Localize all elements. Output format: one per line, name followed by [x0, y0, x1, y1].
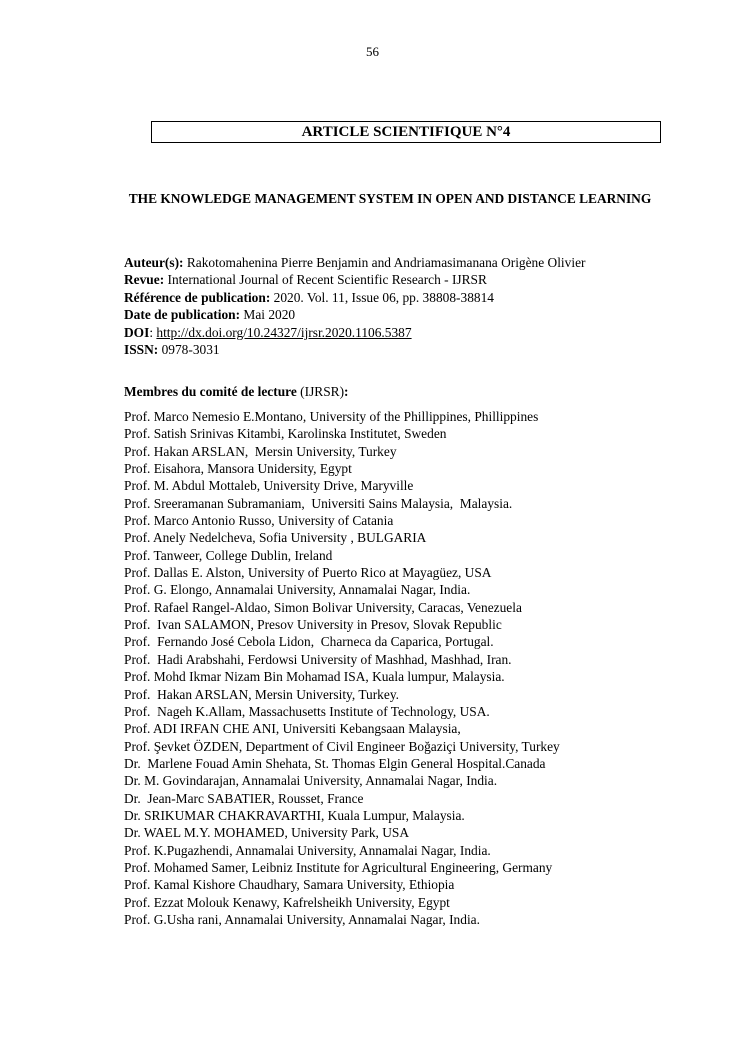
date-value: Mai 2020	[240, 307, 296, 323]
committee-member: Prof. K.Pugazhendi, Annamalai University, Annamalai Nagar, India.	[124, 842, 491, 858]
page-number: 56	[366, 44, 379, 59]
publication-metadata	[124, 254, 684, 358]
committee-member: Prof. ADI IRFAN CHE ANI, Universiti Kebangsaan Malaysia,	[124, 721, 461, 737]
committee-member: Dr. Jean-Marc SABATIER, Rousset, France	[124, 790, 364, 806]
committee-heading-colon: :	[344, 384, 349, 399]
reference-line	[124, 289, 684, 306]
journal-line	[124, 271, 684, 288]
authors-value: Rakotomahenina Pierre Benjamin and Andriamasimanana Origène Olivier	[183, 255, 586, 270]
doi-line	[124, 324, 684, 341]
committee-member: Prof. Anely Nedelcheva, Sofia University , BULGARIA	[124, 530, 427, 546]
committee-members-list	[124, 408, 724, 928]
journal-value: International Journal of Recent Scientific Research - IJRSR	[164, 272, 487, 288]
committee-member: Prof. Kamal Kishore Chaudhary, Samara University, Ethiopia	[124, 877, 455, 893]
committee-heading-journal: (IJRSR)	[296, 384, 345, 399]
committee-heading	[124, 383, 349, 400]
issn-line	[124, 341, 684, 358]
authors-line	[124, 254, 684, 271]
doi-separator: :	[149, 324, 157, 340]
committee-member: Prof. Ezzat Molouk Kenawy, Kafrelsheikh University, Egypt	[124, 894, 450, 910]
committee-member: Dr. M. Govindarajan, Annamalai University, Annamalai Nagar, India.	[124, 773, 498, 789]
authors-label: Auteur(s):	[124, 255, 184, 270]
committee-member: Dr. WAEL M.Y. MOHAMED, University Park, USA	[124, 825, 410, 841]
committee-member: Prof. Fernando José Cebola Lidon, Charneca da Caparica, Portugal.	[124, 634, 494, 650]
committee-member: Dr. Marlene Fouad Amin Shehata, St. Thomas Elgin General Hospital.Canada	[124, 755, 546, 771]
committee-member: Prof. Hadi Arabshahi, Ferdowsi University of Mashhad, Mashhad, Iran.	[124, 651, 512, 667]
committee-member: Prof. G. Elongo, Annamalai University, Annamalai Nagar, India.	[124, 582, 471, 598]
issn-label: ISSN:	[124, 342, 159, 358]
doi-label: DOI	[124, 324, 150, 340]
committee-member: Prof. Dallas E. Alston, University of Puerto Rico at Mayagüez, USA	[124, 565, 492, 581]
date-label: Date de publication:	[124, 307, 241, 323]
committee-member: Prof. Mohd Ikmar Nizam Bin Mohamad ISA, Kuala lumpur, Malaysia.	[124, 669, 505, 685]
committee-member: Prof. Ivan SALAMON, Presov University in Presov, Slovak Republic	[124, 617, 502, 633]
committee-member: Prof. Nageh K.Allam, Massachusetts Institute of Technology, USA.	[124, 703, 490, 719]
committee-member: Prof. Marco Nemesio E.Montano, University of the Phillippines, Phillippines	[124, 409, 539, 424]
committee-member: Prof. Satish Srinivas Kitambi, Karolinska Institutet, Sweden	[124, 426, 447, 442]
committee-member: Prof. Tanweer, College Dublin, Ireland	[124, 547, 333, 563]
committee-member: Prof. Şevket ÖZDEN, Department of Civil Engineer Boğaziçi University, Turkey	[124, 738, 560, 754]
reference-value: 2020. Vol. 11, Issue 06, pp. 38808-38814	[270, 289, 494, 305]
article-heading: ARTICLE SCIENTIFIQUE N°4	[151, 121, 661, 143]
issn-value: 0978-3031	[158, 342, 220, 358]
reference-label: Référence de publication:	[124, 289, 271, 305]
committee-member: Prof. G.Usha rani, Annamalai University, Annamalai Nagar, India.	[124, 911, 480, 927]
committee-member: Prof. Hakan ARSLAN, Mersin University, Turkey	[124, 443, 397, 459]
committee-member: Prof. Sreeramanan Subramaniam, Universiti Sains Malaysia, Malaysia.	[124, 495, 513, 511]
journal-label: Revue:	[124, 272, 165, 288]
committee-member: Prof. Marco Antonio Russo, University of Catania	[124, 513, 394, 529]
committee-member: Dr. SRIKUMAR CHAKRAVARTHI, Kuala Lumpur, Malaysia.	[124, 807, 465, 823]
committee-member: Prof. Hakan ARSLAN, Mersin University, Turkey.	[124, 686, 399, 702]
committee-member: Prof. M. Abdul Mottaleb, University Drive, Maryville	[124, 478, 414, 494]
paper-title: THE KNOWLEDGE MANAGEMENT SYSTEM IN OPEN AND DISTANCE LEARNING	[128, 191, 652, 206]
committee-member: Prof. Mohamed Samer, Leibniz Institute for Agricultural Engineering, Germany	[124, 859, 553, 875]
committee-member: Prof. Rafael Rangel-Aldao, Simon Bolivar University, Caracas, Venezuela	[124, 599, 522, 615]
committee-member: Prof. Eisahora, Mansora Unidersity, Egypt	[124, 461, 352, 477]
date-line	[124, 306, 684, 323]
committee-heading-bold: Membres du comité de lecture	[124, 384, 297, 399]
doi-link[interactable]: http://dx.doi.org/10.24327/ijrsr.2020.1106.5387	[156, 324, 412, 340]
